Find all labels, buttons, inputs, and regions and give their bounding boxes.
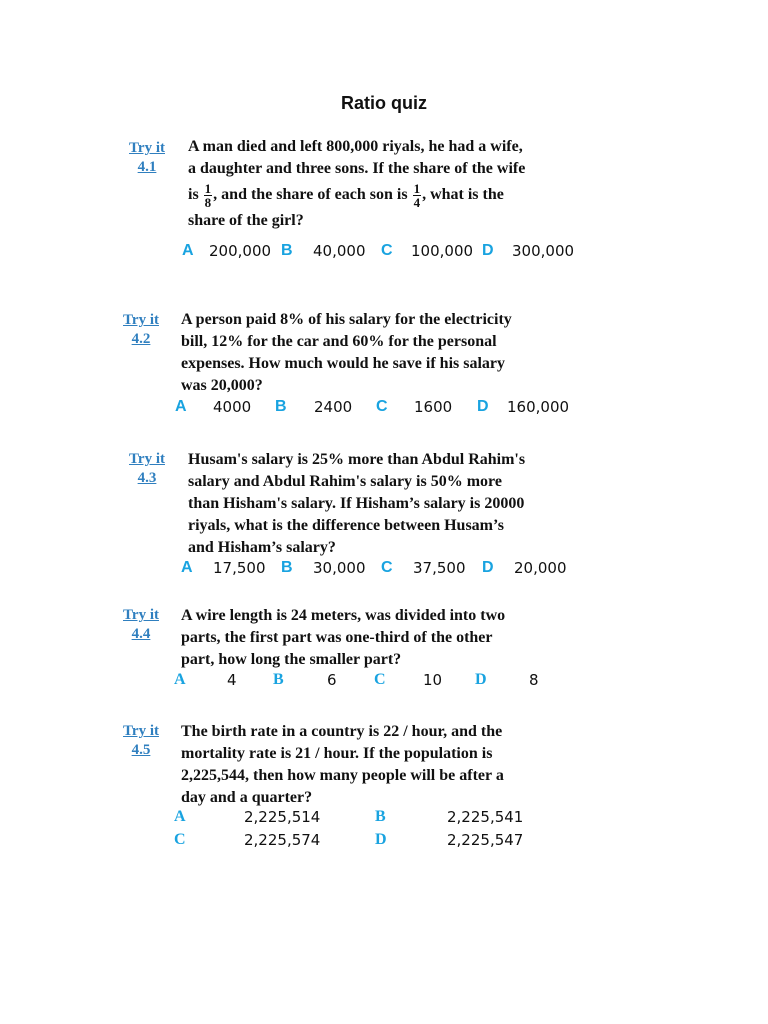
fraction-denominator: 8 [204,194,212,210]
option-value-c[interactable]: 10 [423,671,443,689]
option-value-a[interactable]: 4000 [213,398,252,416]
option-letter-d[interactable]: D [477,398,489,415]
option-letter-a[interactable]: A [174,808,186,825]
try-it-label: Try it [123,607,159,623]
option-letter-c[interactable]: C [376,398,388,415]
question-line: than Hisham's salary. If Hisham’s salary is 20000 [188,495,525,512]
question-line: a daughter and three sons. If the share of the wife [188,160,526,177]
fraction-numerator: 1 [413,180,421,196]
option-letter-a[interactable]: A [174,671,186,688]
fraction-text-post: , what is the [422,186,504,203]
option-letter-b[interactable]: B [273,671,284,688]
fraction-denominator: 4 [413,194,421,210]
question-line: salary and Abdul Rahim's salary is 50% more [188,473,502,490]
option-letter-c[interactable]: C [381,242,393,259]
option-value-b[interactable]: 2400 [314,398,353,416]
question-line: expenses. How much would he save if his salary [181,355,506,372]
question-line: A person paid 8% of his salary for the electricity [181,311,512,328]
question-line-with-fractions [188,180,588,210]
page-title: Ratio quiz [341,93,427,113]
question-line: bill, 12% for the car and 60% for the personal [181,333,497,350]
question-4-5-text [181,721,581,809]
option-value-b[interactable]: 30,000 [313,559,366,577]
option-value-d[interactable]: 20,000 [514,559,567,577]
try-it-number: 4.4 [131,626,151,642]
try-it-number: 4.1 [137,159,157,175]
question-line: A wire length is 24 meters, was divided into two [181,607,506,624]
try-it-link-4-4[interactable] [116,606,166,644]
option-value-a[interactable]: 4 [227,671,237,689]
try-it-label: Try it [129,140,165,156]
fraction-numerator: 1 [204,180,212,196]
option-letter-d[interactable]: D [475,671,487,688]
question-line: was 20,000? [181,377,263,394]
option-letter-d[interactable]: D [375,831,387,848]
fraction-one-quarter [413,182,422,209]
option-value-d[interactable]: 2,225,547 [447,831,524,849]
try-it-label: Try it [123,312,159,328]
try-it-number: 4.3 [137,470,157,486]
question-4-4-text [181,605,581,671]
option-letter-b[interactable]: B [375,808,386,825]
try-it-label: Try it [129,451,165,467]
option-letter-d[interactable]: D [482,559,494,576]
option-letter-c[interactable]: C [374,671,386,688]
question-line: share of the girl? [188,212,304,229]
question-line: A man died and left 800,000 riyals, he had a wife, [188,138,523,155]
question-line: 2,225,544, then how many people will be after a [181,767,504,784]
option-value-d[interactable]: 300,000 [512,242,575,260]
option-value-d[interactable]: 8 [529,671,539,689]
option-value-c[interactable]: 2,225,574 [244,831,321,849]
try-it-label: Try it [123,723,159,739]
question-line: The birth rate in a country is 22 / hour, and the [181,723,503,740]
option-value-a[interactable]: 17,500 [213,559,266,577]
option-value-a[interactable]: 200,000 [209,242,272,260]
option-letter-a[interactable]: A [181,559,193,576]
question-line: Husam's salary is 25% more than Abdul Rahim's [188,451,526,468]
question-line: and Hisham’s salary? [188,539,336,556]
try-it-link-4-1[interactable] [122,139,172,177]
option-letter-d[interactable]: D [482,242,494,259]
option-value-c[interactable]: 1600 [414,398,453,416]
try-it-link-4-3[interactable] [122,450,172,488]
option-letter-b[interactable]: B [281,559,293,576]
option-value-a[interactable]: 2,225,514 [244,808,321,826]
fraction-text-mid: , and the share of each son is [213,186,412,203]
option-value-c[interactable]: 37,500 [413,559,466,577]
question-line: parts, the first part was one-third of the other [181,629,493,646]
option-letter-b[interactable]: B [281,242,293,259]
option-letter-c[interactable]: C [174,831,186,848]
question-line: mortality rate is 21 / hour. If the population is [181,745,493,762]
try-it-link-4-5[interactable] [116,722,166,760]
question-4-2-text [181,309,581,397]
option-value-b[interactable]: 2,225,541 [447,808,524,826]
option-letter-b[interactable]: B [275,398,287,415]
option-value-b[interactable]: 6 [327,671,337,689]
question-4-1-text [188,136,588,232]
option-letter-a[interactable]: A [182,242,194,259]
fraction-one-eighth [204,182,213,209]
fraction-text-pre: is [188,186,203,203]
option-value-d[interactable]: 160,000 [507,398,570,416]
option-letter-a[interactable]: A [175,398,187,415]
option-value-c[interactable]: 100,000 [411,242,474,260]
try-it-number: 4.5 [131,742,151,758]
try-it-link-4-2[interactable] [116,311,166,349]
question-line: part, how long the smaller part? [181,651,402,668]
question-4-3-text [188,449,588,559]
question-line: day and a quarter? [181,789,313,806]
option-letter-c[interactable]: C [381,559,393,576]
try-it-number: 4.2 [131,331,151,347]
question-line: riyals, what is the difference between Husam’s [188,517,504,534]
option-value-b[interactable]: 40,000 [313,242,366,260]
